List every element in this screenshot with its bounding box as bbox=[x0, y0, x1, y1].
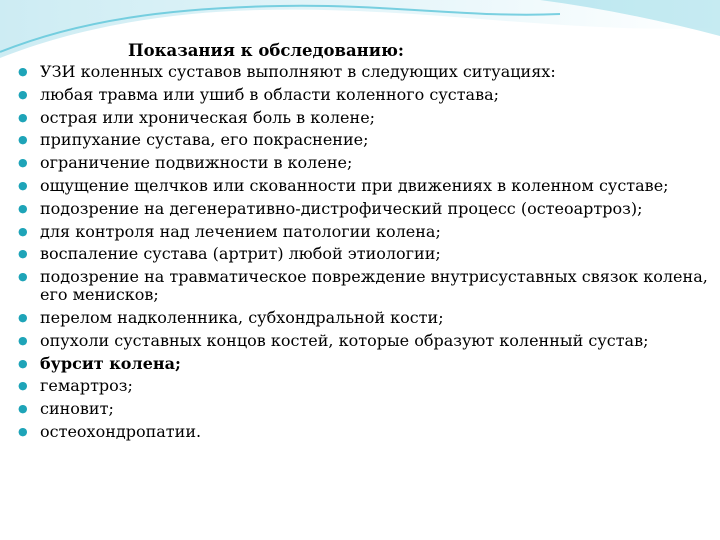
slide-heading: Показания к обследованию: bbox=[128, 41, 404, 60]
bullet-icon: ● bbox=[18, 65, 28, 78]
list-item-text: опухоли суставных концов костей, которые образуют коленный сустав; bbox=[40, 330, 649, 350]
bullet-icon: ● bbox=[18, 201, 28, 215]
list-item bbox=[18, 309, 708, 327]
bullet-icon: ● bbox=[18, 356, 28, 370]
list-item bbox=[18, 200, 708, 218]
list-item bbox=[18, 332, 708, 350]
list-item-text: остеохондропатии. bbox=[40, 421, 202, 441]
bullet-icon: ● bbox=[18, 133, 28, 147]
list-item-text: острая или хроническая боль в колене; bbox=[40, 107, 376, 127]
list-item bbox=[18, 400, 708, 418]
bullet-icon: ● bbox=[18, 333, 28, 347]
list-item-text: любая травма или ушиб в области коленного сустава; bbox=[40, 84, 500, 104]
list-item bbox=[18, 377, 708, 395]
bullet-icon: ● bbox=[18, 156, 28, 170]
list-item-text: подозрение на дегенеративно-дистрофический процесс (остеоартроз); bbox=[40, 198, 643, 218]
bullet-icon: ● bbox=[18, 402, 28, 416]
list-item bbox=[18, 109, 708, 127]
list-item-text: бурсит колена; bbox=[40, 353, 181, 373]
list-item-text: подозрение на травматическое повреждение внутрисуставных связок колена, его менисков; bbox=[40, 267, 708, 305]
list-item-text: УЗИ коленных суставов выполняют в следующих ситуациях: bbox=[40, 62, 556, 81]
list-item bbox=[18, 131, 708, 149]
list-item-text: синовит; bbox=[40, 399, 114, 419]
list-item-text: ограничение подвижности в колене; bbox=[40, 153, 353, 173]
list-item-text: ощущение щелчков или скованности при движениях в коленном суставе; bbox=[40, 175, 669, 195]
indications-list bbox=[18, 63, 708, 441]
list-item bbox=[18, 355, 708, 373]
list-item bbox=[18, 177, 708, 195]
list-item bbox=[18, 154, 708, 172]
bullet-icon: ● bbox=[18, 247, 28, 261]
slide-content bbox=[18, 40, 708, 446]
list-item-text: гемартроз; bbox=[40, 376, 133, 396]
list-item bbox=[18, 223, 708, 241]
list-item bbox=[18, 245, 708, 263]
list-item-text: перелом надколенника, субхондральной кости; bbox=[40, 307, 444, 327]
bullet-icon: ● bbox=[18, 178, 28, 192]
list-item bbox=[18, 423, 708, 441]
bullet-icon: ● bbox=[18, 224, 28, 238]
bullet-icon: ● bbox=[18, 424, 28, 438]
bullet-icon: ● bbox=[18, 270, 28, 284]
list-item bbox=[18, 268, 708, 304]
list-item bbox=[18, 86, 708, 104]
list-item bbox=[18, 63, 708, 81]
list-item-text: припухание сустава, его покраснение; bbox=[40, 130, 369, 150]
bullet-icon: ● bbox=[18, 379, 28, 393]
bullet-icon: ● bbox=[18, 310, 28, 324]
list-item-text: для контроля над лечением патологии колена; bbox=[40, 221, 441, 241]
bullet-icon: ● bbox=[18, 87, 28, 101]
bullet-icon: ● bbox=[18, 110, 28, 124]
list-item-text: воспаление сустава (артрит) любой этиологии; bbox=[40, 244, 441, 264]
